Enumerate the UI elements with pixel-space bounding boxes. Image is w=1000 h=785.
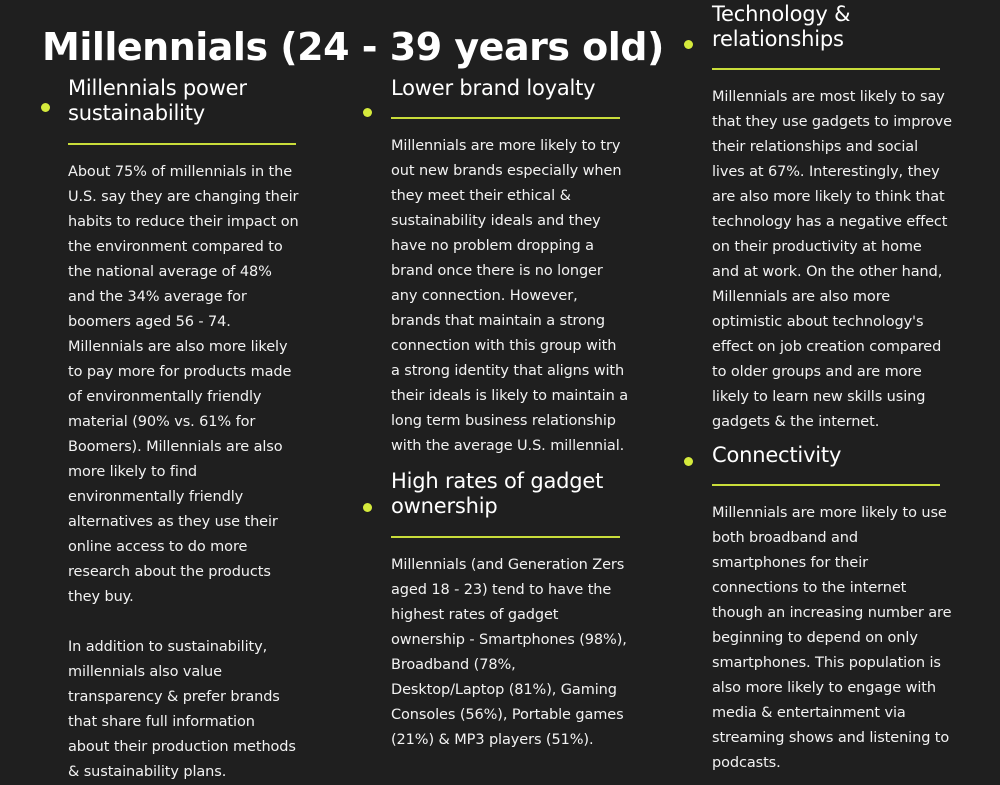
bullet-icon bbox=[684, 457, 693, 466]
section-paragraph: About 75% of millennials in the U.S. say they are changing their habits to reduce their impact on the environment compared to the national average of 48% and the 34% average for boomers aged 56 - 74. Millennials are also more likely to pay more for products made of environmentally friendly material (90% vs. 61% for Boomers). Millennials are also more likely to find environmentally friendly alternatives as they use their online access to do more research about the products they buy. bbox=[68, 164, 299, 605]
heading-line: High rates of gadget bbox=[391, 469, 604, 493]
section-paragraph: In addition to sustainability, millennials also value transparency & prefer brands that share full information about their production methods & sustainability plans. bbox=[68, 639, 296, 780]
section-heading bbox=[68, 76, 300, 126]
heading-line: Lower brand loyalty bbox=[391, 76, 596, 100]
divider bbox=[712, 68, 940, 70]
heading-line: Technology & bbox=[712, 2, 851, 26]
divider bbox=[391, 536, 620, 538]
section-brand-loyalty bbox=[391, 76, 629, 459]
section-paragraph: Millennials are more likely to try out new brands especially when they meet their ethical & sustainability ideals and they have no problem dropping a brand once there is no longer any connection. However, brands that maintain a strong connection with this group with a strong identity that aligns with their ideals is likely to maintain a long term business relationship with the average U.S. millennial. bbox=[391, 138, 628, 454]
divider bbox=[391, 117, 620, 119]
section-connectivity bbox=[712, 443, 952, 776]
section-gadget-ownership bbox=[391, 469, 631, 753]
heading-line: ownership bbox=[391, 494, 498, 518]
section-heading bbox=[712, 443, 952, 468]
bullet-icon bbox=[684, 40, 693, 49]
section-sustainability bbox=[68, 76, 300, 785]
heading-line: Millennials power bbox=[68, 76, 247, 100]
bullet-icon bbox=[363, 503, 372, 512]
section-heading bbox=[391, 469, 631, 519]
heading-line: sustainability bbox=[68, 101, 206, 125]
section-technology-relationships bbox=[712, 2, 952, 435]
bullet-icon bbox=[363, 108, 372, 117]
divider bbox=[68, 143, 296, 145]
divider bbox=[712, 484, 940, 486]
section-paragraph: Millennials are most likely to say that they use gadgets to improve their relationships and social lives at 67%. Interestingly, they are also more likely to think that technology has a negative effect on their productivity at home and at work. On the other hand, Millennials are also more optimistic about technology's effect on job creation compared to older groups and are more likely to learn new skills using gadgets & the internet. bbox=[712, 89, 952, 430]
section-paragraph: Millennials are more likely to use both broadband and smartphones for their connections to the internet though an increasing number are beginning to depend on only smartphones. This population is also more likely to engage with media & entertainment via streaming shows and listening to podcasts. bbox=[712, 505, 952, 771]
heading-line: Connectivity bbox=[712, 443, 842, 467]
bullet-icon bbox=[41, 103, 50, 112]
page-title: Millennials (24 - 39 years old) bbox=[42, 25, 664, 69]
section-heading bbox=[712, 2, 952, 52]
section-heading bbox=[391, 76, 629, 101]
section-paragraph: Millennials (and Generation Zers aged 18 - 23) tend to have the highest rates of gadget ownership - Smartphones (98%), Broadband (78%, Desktop/Laptop (81%), Gaming Consoles (56%), Portable games (21%) & MP3 players (51%). bbox=[391, 557, 627, 748]
heading-line: relationships bbox=[712, 27, 844, 51]
